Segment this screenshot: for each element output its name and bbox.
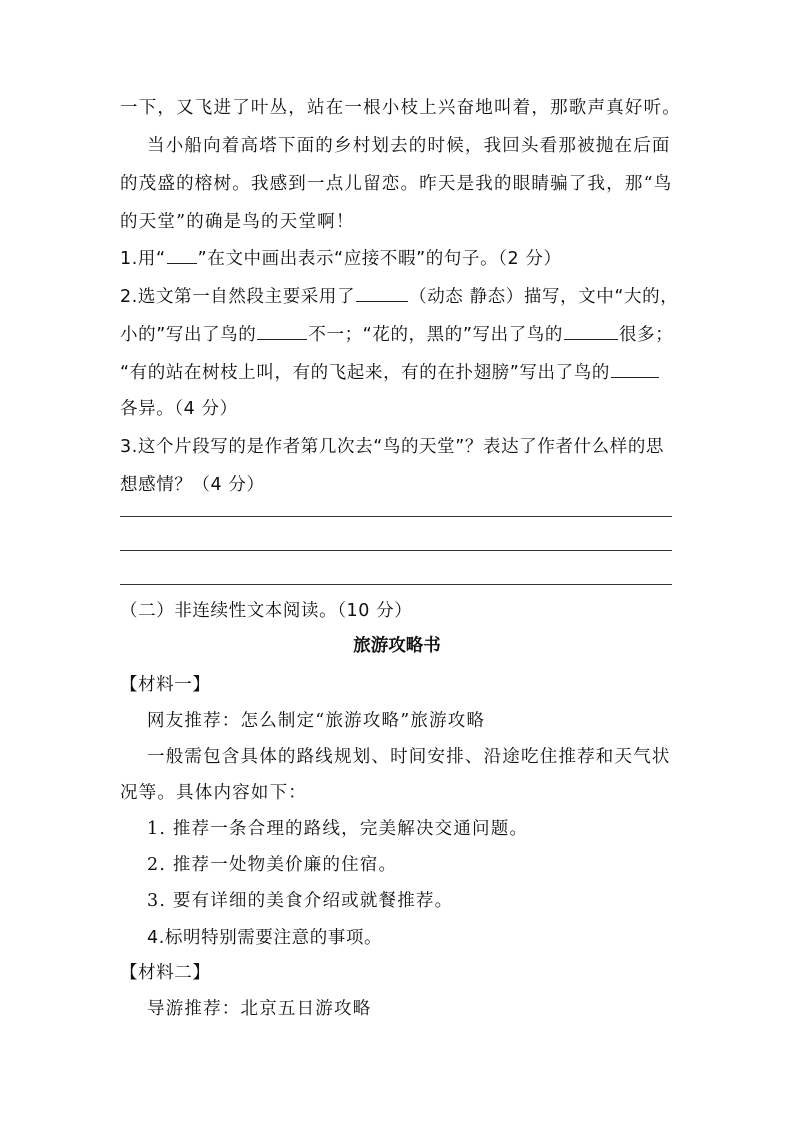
- list-item: 3. 要有详细的美食介绍或就餐推荐。: [147, 891, 454, 911]
- question-3-line: 想感情？（4 分）: [120, 475, 265, 495]
- question-2-text: 小的”写出了鸟的: [120, 325, 257, 345]
- passage-line: 一下，又飞进了叶丛，站在一根小枝上兴奋地叫着，那歌声真好听。: [120, 98, 681, 118]
- material-2-intro: 导游推荐：北京五日游攻略: [147, 999, 372, 1019]
- list-item: 4.标明特别需要注意的事项。: [147, 928, 383, 948]
- answer-line[interactable]: [120, 516, 672, 517]
- question-1-prefix: 1.用“: [120, 249, 166, 269]
- material-2-label: 【材料二】: [120, 963, 211, 983]
- question-2-text: （动态 静态）描写，文中“大的，: [409, 287, 679, 307]
- question-2-text: 2.选文第一自然段主要采用了: [120, 287, 356, 307]
- answer-line[interactable]: [120, 550, 672, 551]
- question-2-line: [120, 359, 660, 385]
- question-2-line: 各异。（4 分）: [120, 399, 238, 419]
- question-3-line: 3.这个片段写的是作者第几次去“鸟的天堂”？表达了作者什么样的思: [120, 437, 665, 457]
- answer-blank[interactable]: [611, 359, 659, 378]
- question-2-line: [120, 321, 673, 347]
- material-1-label: 【材料一】: [120, 675, 211, 695]
- question-2-text: 不一；“花的，黑的”写出了鸟的: [308, 325, 564, 345]
- passage-line: 的茂盛的榕树。我感到一点儿留恋。昨天是我的眼睛骗了我，那“鸟: [120, 174, 673, 194]
- answer-blank[interactable]: [356, 283, 408, 302]
- answer-blank[interactable]: [564, 321, 618, 340]
- question-2-text: “有的站在树枝上叫，有的飞起来，有的在扑翅膀”写出了鸟的: [120, 363, 610, 383]
- answer-line[interactable]: [120, 584, 672, 585]
- underline-mark-sample: [167, 245, 197, 264]
- material-1-desc: 况等。具体内容如下：: [120, 783, 307, 803]
- material-1-intro: 网友推荐：怎么制定“旅游攻略”旅游攻略: [147, 711, 486, 731]
- list-item: 2. 推荐一处物美价廉的住宿。: [147, 855, 398, 875]
- question-2-text: 很多；: [619, 325, 674, 345]
- document-title: 旅游攻略书: [353, 636, 441, 656]
- question-1: [120, 245, 562, 271]
- list-item: 1. 推荐一条合理的路线，完美解决交通问题。: [147, 819, 529, 839]
- section-heading: （二）非连续性文本阅读。（10 分）: [120, 601, 413, 621]
- question-1-text: ”在文中画出表示“应接不暇”的句子。（2 分）: [197, 249, 562, 269]
- question-2-line: [120, 283, 678, 309]
- material-1-desc: 一般需包含具体的路线规划、时间安排、沿途吃住推荐和天气状: [147, 747, 671, 767]
- passage-line: 当小船向着高塔下面的乡村划去的时候，我回头看那被抛在后面: [147, 136, 671, 156]
- answer-blank[interactable]: [257, 321, 307, 340]
- passage-line: 的天堂”的确是鸟的天堂啊！: [120, 212, 355, 232]
